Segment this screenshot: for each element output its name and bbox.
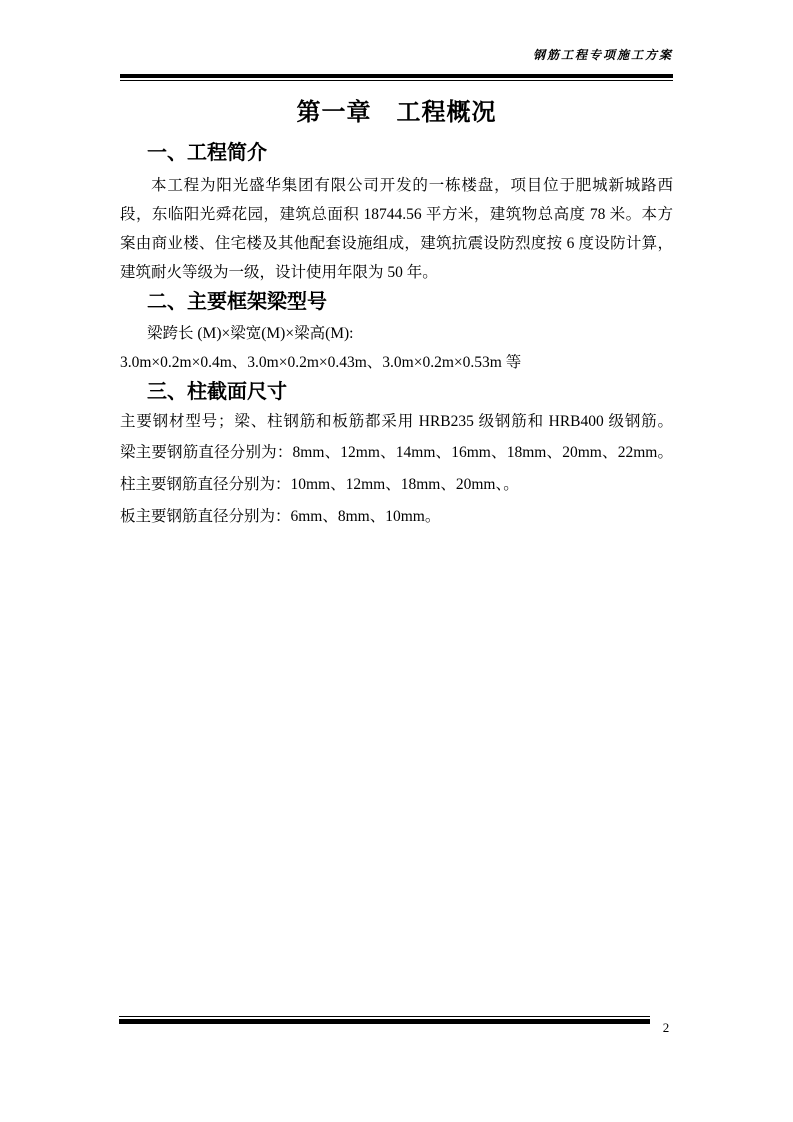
paragraph-line: 段，东临阳光舜花园，建筑总面积 18744.56 平方米，建筑物总高度 78 米。本方 (120, 206, 673, 223)
paragraph-line: 案由商业楼、住宅楼及其他配套设施组成，建筑抗震设防烈度按 6 度设防计算， (120, 235, 673, 252)
section-heading-beams: 二、主要框架梁型号 (147, 291, 327, 313)
header-rule-thin (120, 80, 673, 81)
paragraph-line: 柱主要钢筋直径分别为：10mm、12mm、18mm、20mm、。 (120, 476, 519, 493)
paragraph-line: 本工程为阳光盛华集团有限公司开发的一栋楼盘，项目位于肥城新城路西 (151, 177, 673, 194)
section-heading-intro: 一、工程简介 (147, 142, 267, 164)
chapter-title: 第一章 工程概况 (296, 100, 497, 126)
header-title: 钢筋工程专项施工方案 (532, 48, 673, 62)
paragraph-line: 主要钢材型号；梁、柱钢筋和板筋都采用 HRB235 级钢筋和 HRB400 级钢筋。 (120, 413, 673, 430)
section-heading-columns: 三、柱截面尺寸 (147, 381, 287, 403)
paragraph-line: 板主要钢筋直径分别为：6mm、8mm、10mm。 (120, 508, 441, 525)
paragraph-line: 梁跨长 (M)×梁宽(M)×梁高(M): (147, 325, 354, 342)
footer-rule-thick (119, 1019, 650, 1024)
paragraph-line: 3.0m×0.2m×0.4m、3.0m×0.2m×0.43m、3.0m×0.2m×0.53m 等 (120, 354, 522, 371)
header-rule-thick (120, 74, 673, 78)
paragraph-line: 建筑耐火等级为一级，设计使用年限为 50 年。 (120, 264, 438, 281)
paragraph-line: 梁主要钢筋直径分别为：8mm、12mm、14mm、16mm、18mm、20mm、22mm。 (120, 444, 673, 461)
footer-rule-thin (119, 1016, 650, 1017)
page-number: 2 (662, 1020, 670, 1035)
